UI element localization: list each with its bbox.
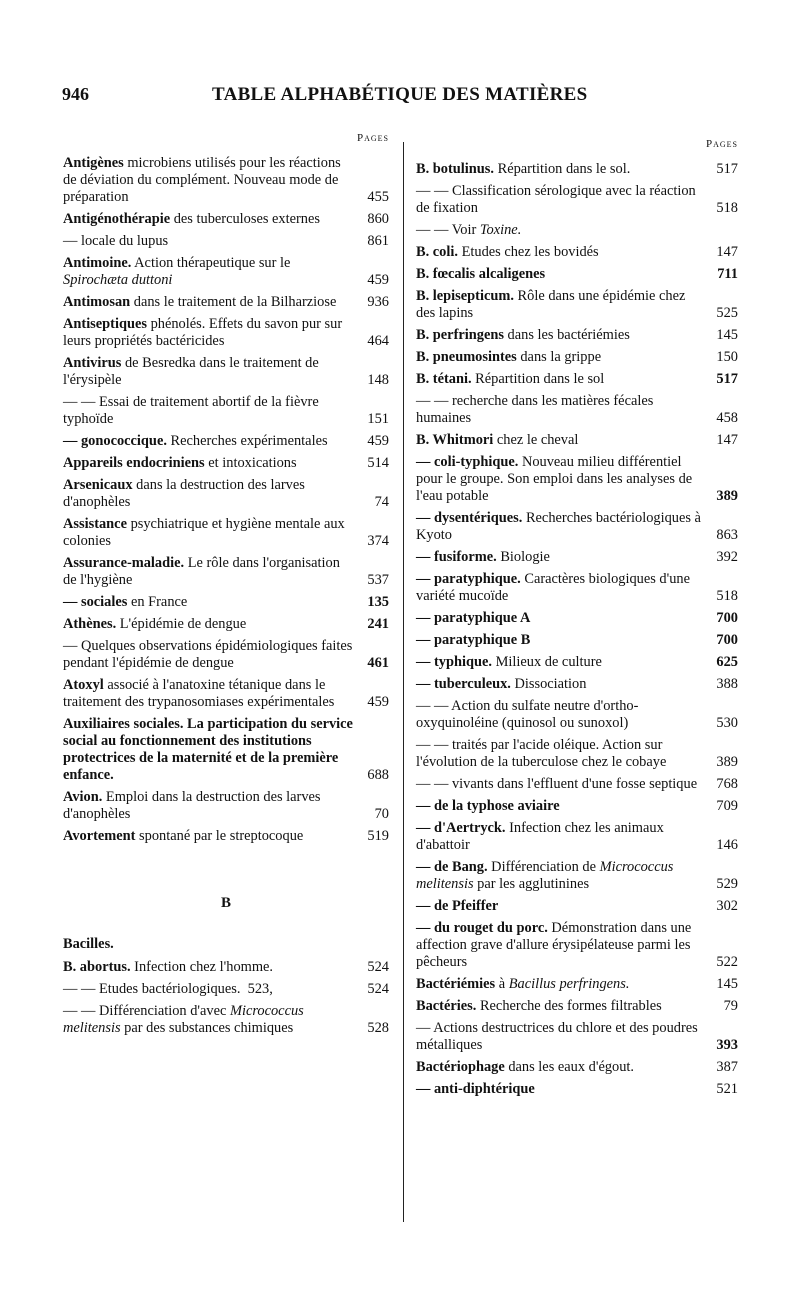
page-ref: 241 bbox=[367, 616, 389, 632]
entry-text bbox=[63, 433, 328, 449]
entry-description: Répartition dans le sol. bbox=[494, 161, 631, 177]
page-ref: 150 bbox=[716, 349, 738, 365]
index-entry bbox=[63, 294, 389, 311]
entry-keyword: — anti-diphtérique bbox=[416, 1081, 535, 1097]
index-entry bbox=[416, 676, 738, 693]
page-ref: 145 bbox=[716, 327, 738, 343]
entry-text bbox=[63, 616, 246, 632]
entry-text bbox=[416, 898, 498, 914]
index-entry bbox=[416, 510, 738, 544]
entry-keyword: — du rouget du porc. bbox=[416, 920, 548, 936]
index-entry bbox=[63, 433, 389, 450]
entry-text bbox=[416, 349, 601, 365]
entry-text bbox=[416, 222, 521, 238]
entry-keyword: B. tétani. bbox=[416, 371, 472, 387]
page-ref: 74 bbox=[374, 494, 389, 510]
entry-text bbox=[63, 394, 322, 427]
page-ref: 528 bbox=[367, 1020, 389, 1036]
index-entry bbox=[63, 477, 389, 511]
index-entry bbox=[416, 571, 738, 605]
entry-description: — — traités par l'acide oléique. Action sur l'évolution de la tuberculose chez le cobaye bbox=[416, 737, 667, 770]
index-entry bbox=[416, 549, 738, 566]
index-entry bbox=[63, 394, 389, 428]
entry-keyword: — paratyphique. bbox=[416, 571, 521, 587]
page-ref: 519 bbox=[367, 828, 389, 844]
entry-text bbox=[63, 789, 324, 822]
page-ref: 147 bbox=[716, 432, 738, 448]
entry-description: — Actions destructrices du chlore et des poudres métalliques bbox=[416, 1020, 702, 1053]
entry-text bbox=[63, 155, 344, 205]
entry-keyword: B. fœcalis alcaligenes bbox=[416, 266, 546, 282]
page-ref: 70 bbox=[374, 806, 389, 822]
index-entry bbox=[416, 654, 738, 671]
index-entry bbox=[63, 211, 389, 228]
entry-keyword: — tuberculeux. bbox=[416, 676, 511, 692]
entry-description: des tuberculoses externes bbox=[170, 211, 320, 227]
index-entry bbox=[416, 698, 738, 732]
pages-label: Pages bbox=[356, 132, 389, 144]
entry-description: Emploi dans la destruction des larves d'anophèles bbox=[63, 789, 325, 822]
entry-description: Différenciation de bbox=[487, 859, 600, 875]
entry-text bbox=[416, 510, 705, 543]
index-entry bbox=[63, 233, 389, 250]
index-entry bbox=[416, 222, 738, 239]
entry-text bbox=[416, 266, 545, 282]
entry-description: — — vivants dans l'effluent d'une fosse septique bbox=[416, 776, 698, 792]
page-ref: 524 bbox=[367, 959, 389, 975]
index-entry bbox=[63, 1003, 389, 1037]
entry-keyword: Antigènes bbox=[63, 155, 124, 171]
entry-italic: Spirochæta duttoni bbox=[63, 272, 173, 288]
index-entry bbox=[63, 677, 389, 711]
index-entry bbox=[416, 1059, 738, 1076]
entry-description: associé à l'anatoxine tétanique dans le traitement des trypanosomiases expérimentales bbox=[63, 677, 335, 710]
page-ref: 374 bbox=[367, 533, 389, 549]
entry-keyword: Avortement bbox=[63, 828, 136, 844]
entry-description: — — recherche dans les matières fécales humaines bbox=[416, 393, 657, 426]
entry-description: dans le traitement de la Bilharziose bbox=[130, 294, 337, 310]
entry-keyword: — coli-typhique. bbox=[416, 454, 519, 470]
entry-keyword: Bactéries. bbox=[416, 998, 477, 1014]
entry-description: Rôle dans une épidémie chez des lapins bbox=[416, 288, 689, 321]
entry-keyword: B. pneumosintes bbox=[416, 349, 517, 365]
entry-description: spontané par le streptocoque bbox=[135, 828, 304, 844]
entry-description: Caractères biologiques d'une variété mucoïde bbox=[416, 571, 694, 604]
page-ref: 79 bbox=[723, 998, 738, 1014]
entry-keyword: — typhique. bbox=[416, 654, 492, 670]
entry-keyword: Appareils endocriniens bbox=[63, 455, 205, 471]
entry-italic: Toxine. bbox=[479, 222, 522, 238]
page-ref: 625 bbox=[716, 654, 738, 670]
entry-description: Répartition dans le sol bbox=[471, 371, 605, 387]
page-ref: 389 bbox=[716, 488, 738, 504]
page-ref: 530 bbox=[716, 715, 738, 731]
entry-description: — — Classification sérologique avec la réaction de fixation bbox=[416, 183, 700, 216]
page-ref: 518 bbox=[716, 200, 738, 216]
entry-text bbox=[416, 244, 599, 260]
entry-description: en France bbox=[127, 594, 188, 610]
entry-description: — locale du lupus bbox=[63, 233, 169, 249]
page-ref: 525 bbox=[716, 305, 738, 321]
index-entry bbox=[416, 610, 738, 627]
index-entry bbox=[63, 316, 389, 350]
page-ref: 521 bbox=[716, 1081, 738, 1097]
page-ref: 393 bbox=[716, 1037, 738, 1053]
entry-keyword: — paratyphique A bbox=[416, 610, 531, 626]
index-entry bbox=[63, 716, 389, 784]
pages-label: Pages bbox=[705, 138, 738, 150]
entry-text bbox=[416, 432, 578, 448]
entry-keyword: Atoxyl bbox=[63, 677, 104, 693]
index-entry bbox=[63, 594, 389, 611]
entry-description: Recherches expérimentales bbox=[166, 433, 328, 449]
section-heading: Bacilles. bbox=[63, 936, 114, 952]
entry-description: phénolés. Effets du savon pur sur leurs propriétés bactéricides bbox=[63, 316, 346, 349]
entry-keyword: — gonococcique. bbox=[63, 433, 167, 449]
entry-italic: Bacillus perfringens. bbox=[508, 976, 630, 992]
index-entry bbox=[416, 327, 738, 344]
index-entry bbox=[63, 981, 389, 998]
page-ref: 151 bbox=[367, 411, 389, 427]
entry-text bbox=[416, 371, 604, 387]
entry-description: par les agglutinines bbox=[473, 876, 590, 892]
index-entries bbox=[63, 959, 389, 1037]
index-entry bbox=[63, 516, 389, 550]
page-ref: 148 bbox=[367, 372, 389, 388]
entry-italic: Micrococcus melitensis bbox=[63, 1003, 308, 1036]
entry-description: Biologie bbox=[496, 549, 550, 565]
entry-description: et intoxications bbox=[204, 455, 297, 471]
page-title: TABLE ALPHABÉTIQUE DES MATIÈRES bbox=[212, 84, 588, 105]
index-entry bbox=[416, 371, 738, 388]
entry-text bbox=[63, 211, 320, 227]
entry-text bbox=[416, 776, 697, 792]
entry-description: — — Etudes bactériologiques. 523, bbox=[63, 981, 273, 997]
entry-keyword: — de Pfeiffer bbox=[416, 898, 499, 914]
entry-description: Le rôle dans l'organisation de l'hygiène bbox=[63, 555, 344, 588]
page-ref: 461 bbox=[367, 655, 389, 671]
left-column bbox=[63, 130, 389, 1042]
index-entry bbox=[416, 632, 738, 649]
entry-description: de Besredka dans le traitement de l'érysipèle bbox=[63, 355, 323, 388]
page-ref: 537 bbox=[367, 572, 389, 588]
entry-description: — — Action du sulfate neutre d'ortho-oxyquinoléine (quinosol ou sunoxol) bbox=[416, 698, 639, 731]
page-ref: 459 bbox=[367, 272, 389, 288]
entry-description: Etudes chez les bovidés bbox=[457, 244, 599, 260]
entry-keyword: B. abortus. bbox=[63, 959, 131, 975]
entry-description: Démonstration dans une affection grave d'allure érysipélateuse parmi les pêcheurs bbox=[416, 920, 695, 970]
index-entry bbox=[416, 859, 738, 893]
page-ref: 700 bbox=[716, 610, 738, 626]
entry-text bbox=[416, 610, 530, 626]
entry-description: — — Voir bbox=[416, 222, 480, 238]
entry-text bbox=[63, 959, 273, 975]
page-ref: 459 bbox=[367, 694, 389, 710]
entry-description: Infection chez les animaux d'abattoir bbox=[416, 820, 668, 853]
index-entry bbox=[416, 393, 738, 427]
entry-text bbox=[63, 355, 322, 388]
entry-text bbox=[416, 859, 677, 892]
index-entry bbox=[416, 820, 738, 854]
entry-keyword: Antivirus bbox=[63, 355, 122, 371]
entry-text bbox=[416, 737, 666, 770]
page-ref: 936 bbox=[367, 294, 389, 310]
entry-text bbox=[416, 183, 699, 216]
entry-description: Recherche des formes filtrables bbox=[476, 998, 662, 1014]
entry-text bbox=[416, 454, 696, 504]
page-ref: 529 bbox=[716, 876, 738, 892]
entry-description: dans la destruction des larves d'anophèles bbox=[63, 477, 309, 510]
entry-text bbox=[63, 1003, 307, 1036]
entry-description: Milieux de culture bbox=[491, 654, 602, 670]
page-ref: 388 bbox=[716, 676, 738, 692]
entry-text bbox=[416, 798, 560, 814]
index-entry bbox=[63, 255, 389, 289]
entry-keyword: Assistance bbox=[63, 516, 127, 532]
entry-description: par des substances chimiques bbox=[120, 1020, 294, 1036]
page-ref: 145 bbox=[716, 976, 738, 992]
entry-description: microbiens utilisés pour les réactions de déviation du complément. Nouveau mode de préparation bbox=[63, 155, 345, 205]
index-entry bbox=[63, 355, 389, 389]
index-entry bbox=[416, 1081, 738, 1098]
column-divider bbox=[403, 142, 404, 1222]
entry-text bbox=[63, 294, 336, 310]
page-ref: 464 bbox=[367, 333, 389, 349]
index-entry bbox=[416, 432, 738, 449]
entry-keyword: — sociales bbox=[63, 594, 128, 610]
index-entry bbox=[63, 959, 389, 976]
entry-keyword: Antimosan bbox=[63, 294, 131, 310]
entry-text bbox=[416, 654, 602, 670]
index-entry bbox=[416, 1020, 738, 1054]
page-header bbox=[62, 84, 742, 112]
entry-text bbox=[416, 161, 630, 177]
page-ref: 146 bbox=[716, 837, 738, 853]
page-ref: 518 bbox=[716, 588, 738, 604]
entry-keyword: Auxiliaires sociales. La participation du service social au fonctionnement des institutions protectrices de la maternité et de la première enfance. bbox=[63, 716, 357, 783]
index-entry bbox=[63, 555, 389, 589]
entry-description: dans la grippe bbox=[516, 349, 602, 365]
entry-text bbox=[416, 976, 629, 992]
entry-description: Nouveau milieu différentiel pour le groupe. Son emploi dans les analyses de l'eau potable bbox=[416, 454, 696, 504]
page-ref: 458 bbox=[716, 410, 738, 426]
right-column bbox=[416, 136, 738, 1103]
entry-keyword: B. botulinus. bbox=[416, 161, 494, 177]
entry-keyword: — dysentériques. bbox=[416, 510, 523, 526]
index-entry bbox=[416, 161, 738, 178]
entry-keyword: Antiseptiques bbox=[63, 316, 147, 332]
index-entry bbox=[416, 288, 738, 322]
page-ref: 147 bbox=[716, 244, 738, 260]
index-entry bbox=[63, 638, 389, 672]
index-entry bbox=[416, 998, 738, 1015]
entry-text bbox=[416, 571, 694, 604]
index-entry bbox=[63, 155, 389, 206]
entry-text bbox=[416, 1059, 634, 1075]
index-entry bbox=[63, 616, 389, 633]
entry-description: dans les eaux d'égout. bbox=[504, 1059, 635, 1075]
entry-text bbox=[63, 716, 357, 783]
entry-text bbox=[416, 327, 630, 343]
entry-description: Dissociation bbox=[510, 676, 587, 692]
entry-description: Infection chez l'homme. bbox=[130, 959, 274, 975]
entry-keyword: Antimoine. bbox=[63, 255, 132, 271]
page-ref: 517 bbox=[716, 371, 738, 387]
page-ref: 459 bbox=[367, 433, 389, 449]
entry-description: Recherches bactériologiques à Kyoto bbox=[416, 510, 705, 543]
entry-text bbox=[63, 516, 348, 549]
entry-text bbox=[416, 549, 550, 565]
index-entry bbox=[416, 776, 738, 793]
page-ref: 135 bbox=[367, 594, 389, 610]
entry-keyword: B. Whitmori bbox=[416, 432, 494, 448]
page-ref: 768 bbox=[716, 776, 738, 792]
page-ref: 860 bbox=[367, 211, 389, 227]
page-ref: 711 bbox=[717, 266, 738, 282]
page-ref: 455 bbox=[367, 189, 389, 205]
entry-keyword: — paratyphique B bbox=[416, 632, 531, 648]
entry-description: — Quelques observations épidémiologiques faites pendant l'épidémie de dengue bbox=[63, 638, 356, 671]
page-ref: 524 bbox=[367, 981, 389, 997]
entry-description: Action thérapeutique sur le bbox=[131, 255, 295, 271]
entry-description: à bbox=[495, 976, 509, 992]
index-entry bbox=[63, 789, 389, 823]
entry-keyword: Avion. bbox=[63, 789, 103, 805]
section-letter: B bbox=[220, 895, 231, 911]
index-entry bbox=[416, 183, 738, 217]
index-entries bbox=[63, 155, 389, 845]
entry-description: dans les bactériémies bbox=[503, 327, 630, 343]
index-entry bbox=[416, 920, 738, 971]
entry-text bbox=[63, 255, 294, 288]
index-entry bbox=[416, 976, 738, 993]
page-ref: 392 bbox=[716, 549, 738, 565]
page-ref: 709 bbox=[716, 798, 738, 814]
entry-text bbox=[416, 698, 638, 731]
entry-keyword: Bactériémies bbox=[416, 976, 496, 992]
entry-text bbox=[63, 455, 297, 471]
entry-text bbox=[63, 233, 168, 249]
entry-text bbox=[416, 1081, 535, 1097]
entry-description: psychiatrique et hygiène mentale aux colonies bbox=[63, 516, 349, 549]
entry-text bbox=[416, 393, 657, 426]
page-ref: 389 bbox=[716, 754, 738, 770]
page-number: 946 bbox=[62, 84, 89, 104]
entry-keyword: Antigénothérapie bbox=[63, 211, 171, 227]
entry-keyword: B. lepisepticum. bbox=[416, 288, 514, 304]
index-entry bbox=[416, 244, 738, 261]
index-entry bbox=[63, 455, 389, 472]
index-entry bbox=[416, 266, 738, 283]
entry-description: — — Essai de traitement abortif de la fièvre typhoïde bbox=[63, 394, 323, 427]
entry-text bbox=[416, 288, 689, 321]
index-entries bbox=[416, 161, 738, 1098]
entry-keyword: Athènes. bbox=[63, 616, 117, 632]
index-entry bbox=[416, 798, 738, 815]
entry-text bbox=[63, 555, 344, 588]
page-ref: 688 bbox=[367, 767, 389, 783]
index-entry bbox=[416, 454, 738, 505]
entry-text bbox=[63, 638, 356, 671]
entry-text bbox=[63, 594, 187, 610]
entry-description: L'épidémie de dengue bbox=[116, 616, 247, 632]
index-entry bbox=[416, 737, 738, 771]
entry-description: chez le cheval bbox=[493, 432, 579, 448]
entry-keyword: — fusiforme. bbox=[416, 549, 497, 565]
entry-keyword: — d'Aertryck. bbox=[416, 820, 506, 836]
entry-text bbox=[63, 316, 346, 349]
page-ref: 522 bbox=[716, 954, 738, 970]
entry-keyword: B. coli. bbox=[416, 244, 458, 260]
page-ref: 700 bbox=[716, 632, 738, 648]
entry-keyword: — de la typhose aviaire bbox=[416, 798, 560, 814]
entry-italic: Micrococcus melitensis bbox=[416, 859, 677, 892]
entry-keyword: B. perfringens bbox=[416, 327, 504, 343]
page-ref: 863 bbox=[716, 527, 738, 543]
entry-text bbox=[63, 677, 334, 710]
index-entry bbox=[416, 898, 738, 915]
entry-description: — — Différenciation d'avec bbox=[63, 1003, 230, 1019]
entry-text bbox=[416, 998, 662, 1014]
index-entry bbox=[63, 828, 389, 845]
entry-text bbox=[416, 676, 586, 692]
entry-text bbox=[416, 820, 667, 853]
entry-keyword: — de Bang. bbox=[416, 859, 488, 875]
entry-text bbox=[63, 477, 308, 510]
entry-keyword: Assurance-maladie. bbox=[63, 555, 185, 571]
page-ref: 387 bbox=[716, 1059, 738, 1075]
entry-text bbox=[416, 1020, 701, 1053]
page-ref: 517 bbox=[716, 161, 738, 177]
entry-keyword: Bactériophage bbox=[416, 1059, 505, 1075]
entry-text bbox=[416, 920, 695, 970]
page-ref: 861 bbox=[367, 233, 389, 249]
page-ref: 514 bbox=[367, 455, 389, 471]
entry-text bbox=[416, 632, 530, 648]
entry-text bbox=[63, 981, 273, 997]
entry-keyword: Arsenicaux bbox=[63, 477, 133, 493]
entry-text bbox=[63, 828, 303, 844]
index-entry bbox=[416, 349, 738, 366]
page-ref: 302 bbox=[716, 898, 738, 914]
